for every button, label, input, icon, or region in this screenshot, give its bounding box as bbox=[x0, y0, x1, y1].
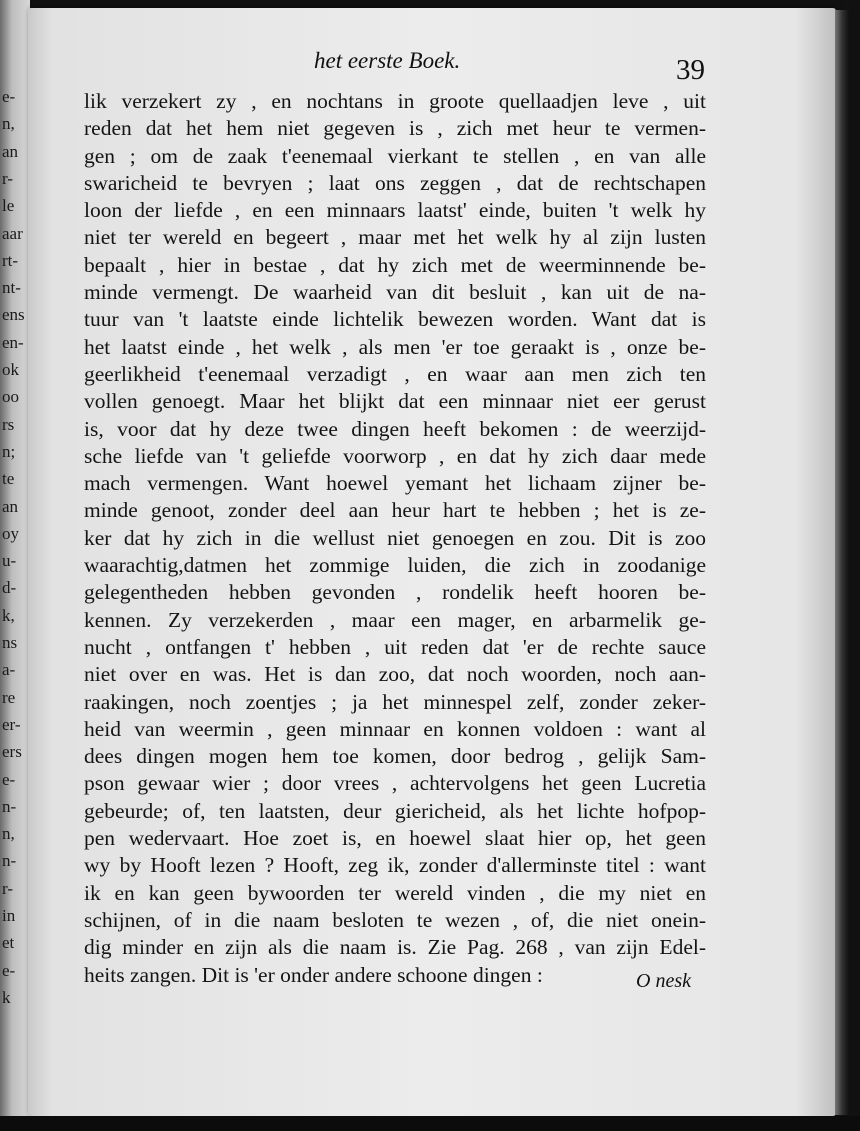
text-line: lik verzekert zy , en nochtans in groote quellaadjen leve , uit bbox=[84, 89, 706, 113]
facing-page-fragment: r- bbox=[2, 168, 13, 188]
facing-page-fragment: n- bbox=[2, 796, 17, 816]
text-line: tuur van 't laatste einde lichtelik bewezen worden. Want dat is bbox=[84, 307, 706, 332]
text-line: schijnen, of in die naam besloten te wezen , of, die niet onein- bbox=[84, 907, 706, 932]
text-line: sche liefde van 't geliefde voorworp , en dat hy zich daar mede bbox=[84, 443, 706, 468]
facing-page-fragment: ok bbox=[2, 360, 19, 379]
text-line: heid van weermin , geen minnaar en konnen voldoen : want al bbox=[84, 716, 706, 741]
facing-page-fragment: ens bbox=[2, 305, 25, 325]
facing-page-fragment: r- bbox=[2, 878, 13, 898]
facing-page-fragment: te bbox=[2, 469, 15, 489]
text-line: is, voor dat hy deze twee dingen heeft bekomen : de weerzijd- bbox=[84, 416, 706, 441]
body-text bbox=[84, 88, 706, 989]
facing-page-fragment: ns bbox=[2, 633, 18, 652]
facing-page-fragment: n- bbox=[2, 851, 17, 871]
text-line: gebeurde; of, ten laatsten, deur giericheid, als het lichte hofpop- bbox=[84, 798, 706, 823]
facing-page-fragment: re bbox=[2, 687, 16, 707]
text-line: minde genoot, zonder deel aan heur hart te hebben ; het is ze- bbox=[84, 498, 706, 523]
facing-page-fragment: d- bbox=[2, 578, 17, 598]
facing-page-fragment: oo bbox=[2, 387, 19, 407]
facing-page-fragment: e- bbox=[2, 960, 16, 980]
running-head: het eerste Boek. bbox=[314, 48, 461, 73]
page-edge-shadow bbox=[835, 10, 849, 1115]
text-line: nucht , ontfangen t' hebben , uit reden dat 'er de rechte sauce bbox=[84, 634, 706, 659]
text-line: geerlikheid t'eenemaal verzadigt , en waar aan men zich ten bbox=[84, 361, 706, 386]
text-line: raakingen, noch zoentjes ; ja het minnespel zelf, zonder zeker- bbox=[84, 689, 706, 714]
facing-page-fragment: e- bbox=[2, 769, 16, 789]
facing-page-fragment: in bbox=[2, 906, 16, 925]
facing-page-edge bbox=[0, 0, 30, 1131]
catchword: O nesk bbox=[636, 970, 691, 992]
facing-page-fragment: ers bbox=[2, 742, 22, 762]
text-line: gen ; om de zaak t'eenemaal vierkant te stellen , en van alle bbox=[84, 143, 706, 168]
facing-page-fragment: n; bbox=[2, 441, 16, 461]
text-line: loon der liefde , en een minnaars laatst' einde, buiten 't welk hy bbox=[84, 198, 706, 223]
facing-page-fragment: le bbox=[2, 196, 15, 216]
text-line: mach vermengen. Want hoewel yemant het lichaam zijner be- bbox=[84, 471, 706, 496]
text-line: gelegentheden hebben gevonden , rondelik heeft hooren be- bbox=[84, 580, 706, 605]
text-line: pson gewaar wier ; door vrees , achtervolgens het geen Lucretia bbox=[84, 771, 706, 796]
text-line: ker dat hy zich in die wellust niet genoegen en zou. Dit is zoo bbox=[84, 525, 706, 550]
text-line: dig minder en zijn als die naam is. Zie Pag. 268 , van zijn Edel- bbox=[84, 935, 706, 960]
facing-page-fragment: an bbox=[2, 496, 19, 516]
facing-page-fragment: k bbox=[2, 987, 11, 1007]
text-line: waarachtig,datmen het zommige luiden, die zich in zoodanige bbox=[84, 553, 706, 578]
text-line: niet over en was. Het is dan zoo, dat noch woorden, noch aan- bbox=[84, 662, 706, 687]
text-line: het laatst einde , het welk , als men 'er toe geraakt is , onze be- bbox=[84, 334, 706, 359]
facing-page-fragment: an bbox=[2, 141, 19, 161]
page-number: 39 bbox=[676, 54, 705, 86]
facing-page-fragment: aar bbox=[2, 223, 23, 243]
text-line: swaricheid te bevryen ; laat ons zeggen , dat de rechtschapen bbox=[84, 170, 706, 195]
text-line: reden dat het hem niet gegeven is , zich met heur te vermen- bbox=[84, 116, 706, 141]
facing-page-fragment: oy bbox=[2, 523, 19, 543]
text-line: bepaalt , hier in bestae , dat hy zich met de weerminnende be- bbox=[84, 252, 706, 277]
facing-page-fragment: n, bbox=[2, 824, 15, 844]
text-line: vollen genoegt. Maar het blijkt dat een minnaar niet eer gerust bbox=[84, 389, 706, 414]
text-line: minde vermengt. De waarheid van dit besluit , kan uit de na- bbox=[84, 280, 706, 305]
facing-page-fragment: a- bbox=[2, 660, 16, 680]
facing-page-fragment: en- bbox=[2, 332, 24, 352]
text-line: heits zangen. Dit is 'er onder andere schoone dingen : bbox=[84, 962, 543, 987]
facing-page-fragment: et bbox=[2, 933, 15, 953]
scan-border bbox=[0, 1116, 860, 1131]
text-line: kennen. Zy verzekerden , maar een mager, en arbarmelik ge- bbox=[84, 607, 706, 632]
facing-page-fragment: nt- bbox=[2, 278, 21, 298]
facing-page-fragment: k, bbox=[2, 605, 15, 625]
facing-page-fragment: u- bbox=[2, 551, 17, 571]
text-line: wy by Hooft lezen ? Hooft, zeg ik, zonder d'allerminste titel : want bbox=[84, 853, 706, 878]
text-line: ik en kan geen bywoorden ter wereld vinden , die my niet en bbox=[84, 880, 706, 905]
facing-page-fragment: n, bbox=[2, 114, 15, 134]
text-line: niet ter wereld en begeert , maar met het welk hy al zijn lusten bbox=[84, 225, 706, 250]
text-line: dees dingen mogen hem toe komen, door bedrog , gelijk Sam- bbox=[84, 744, 706, 769]
facing-page-fragment: rt- bbox=[2, 250, 19, 270]
facing-page-fragment: e- bbox=[2, 87, 16, 106]
text-line: pen wedervaart. Hoe zoet is, en hoewel slaat hier op, het geen bbox=[84, 826, 706, 851]
facing-page-fragment: rs bbox=[2, 414, 15, 434]
facing-page-fragment: er- bbox=[2, 714, 21, 734]
